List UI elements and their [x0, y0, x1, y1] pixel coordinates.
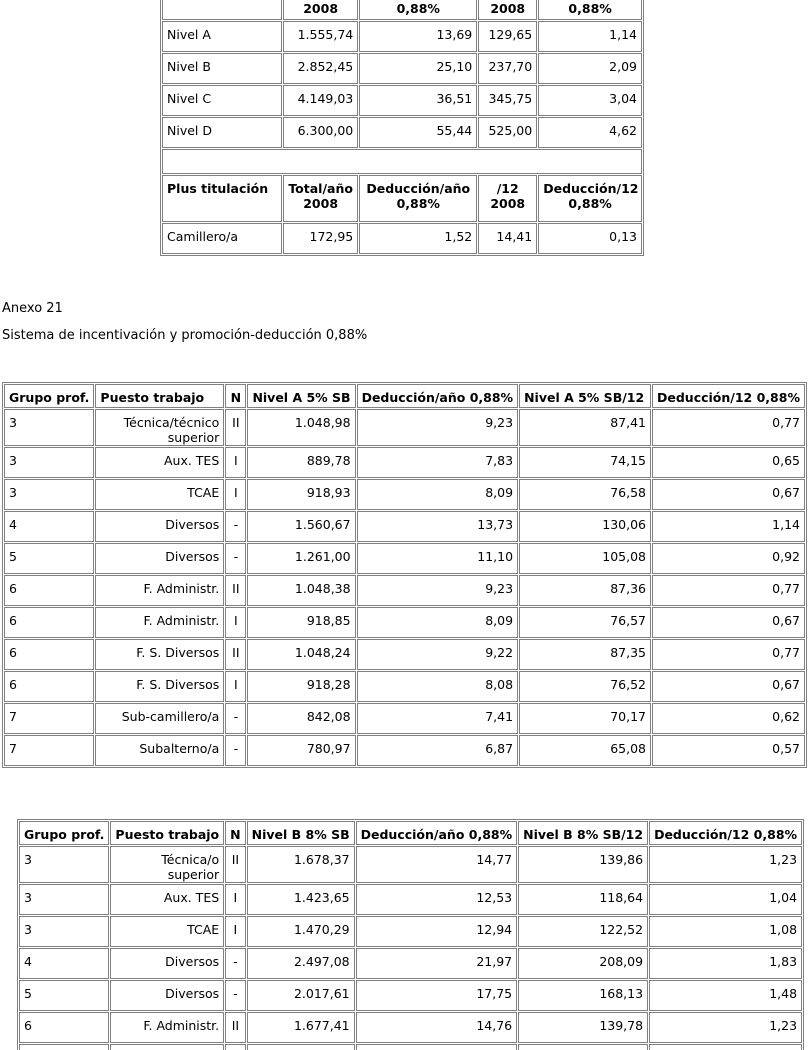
data-cell: II: [225, 1012, 245, 1043]
table-row: [19, 884, 802, 915]
data-cell: 1,52: [359, 223, 477, 254]
table-row: [19, 1044, 802, 1050]
data-cell: 129,65: [478, 21, 537, 52]
data-cell: 76,57: [519, 607, 651, 638]
nivel-b-header: [19, 821, 802, 845]
data-cell: 7: [4, 703, 94, 734]
table-row: [162, 21, 642, 52]
data-cell: Aux. TES: [110, 884, 224, 915]
header-cell: 0,88%: [359, 0, 477, 20]
data-cell: -: [225, 703, 246, 734]
data-cell: 122,52: [518, 916, 648, 947]
data-cell: II: [225, 846, 245, 883]
header-cell: 2008: [478, 0, 537, 20]
nivel-a-rows: [4, 409, 805, 766]
header-cell: Nivel A 5% SB/12: [519, 384, 651, 408]
data-cell: 12,94: [356, 916, 518, 947]
table-row: [4, 409, 805, 446]
data-cell: 76,58: [519, 479, 651, 510]
table-row: [162, 223, 642, 254]
data-cell: [225, 1044, 245, 1050]
data-cell: 6,87: [357, 735, 519, 766]
data-cell: 4,62: [538, 117, 642, 148]
plus-titulacion-header: [162, 175, 642, 222]
data-cell: 918,85: [247, 607, 355, 638]
data-cell: 918,93: [247, 479, 355, 510]
data-cell: [110, 1044, 224, 1050]
data-cell: [356, 1044, 518, 1050]
data-cell: F. Administr.: [110, 1012, 224, 1043]
data-cell: TCAE: [110, 916, 224, 947]
table-row: [19, 980, 802, 1011]
data-cell: 139,86: [518, 846, 648, 883]
data-cell: Nivel D: [162, 117, 282, 148]
header-cell: 2008: [283, 0, 358, 20]
data-cell: 1,23: [649, 1012, 802, 1043]
table-row: [4, 639, 805, 670]
table-row: [162, 85, 642, 116]
data-cell: 1,83: [649, 948, 802, 979]
data-cell: 9,22: [357, 639, 519, 670]
data-cell: I: [225, 607, 246, 638]
data-cell: II: [225, 575, 246, 606]
data-cell: 6: [4, 671, 94, 702]
data-cell: 3: [4, 409, 94, 446]
data-cell: 4: [4, 511, 94, 542]
data-cell: Nivel B: [162, 53, 282, 84]
annex-subtitle: Sistema de incentivación y promoción-deducción 0,88%: [2, 328, 368, 343]
data-cell: 3: [4, 479, 94, 510]
summary-clipped-header: [162, 0, 642, 20]
data-cell: 11,10: [357, 543, 519, 574]
data-cell: 1.423,65: [247, 884, 355, 915]
header-cell: /12 2008: [478, 175, 537, 222]
annex-title: Anexo 21: [2, 301, 63, 316]
data-cell: 0,62: [652, 703, 805, 734]
data-cell: 12,53: [356, 884, 518, 915]
data-cell: 65,08: [519, 735, 651, 766]
data-cell: Sub-camillero/a: [95, 703, 224, 734]
header-cell: Nivel A 5% SB: [247, 384, 355, 408]
header-cell: Plus titulación: [162, 175, 282, 222]
data-cell: I: [225, 671, 246, 702]
data-cell: 3,04: [538, 85, 642, 116]
data-cell: 0,65: [652, 447, 805, 478]
data-cell: 7,83: [357, 447, 519, 478]
data-cell: 4.149,03: [283, 85, 358, 116]
data-cell: 3: [4, 447, 94, 478]
data-cell: -: [225, 948, 245, 979]
data-cell: Diversos: [95, 511, 224, 542]
header-cell: Deducción/12 0,88%: [652, 384, 805, 408]
data-cell: 8,09: [357, 479, 519, 510]
data-cell: 55,44: [359, 117, 477, 148]
table-row: [19, 916, 802, 947]
table-row: [162, 0, 642, 20]
header-cell: N: [225, 821, 245, 845]
data-cell: Técnica/técnico superior: [95, 409, 224, 446]
header-cell: Deducción/año 0,88%: [359, 175, 477, 222]
data-cell: -: [225, 511, 246, 542]
data-cell: I: [225, 916, 245, 947]
data-cell: 8,09: [357, 607, 519, 638]
table-row: [4, 671, 805, 702]
data-cell: 2.852,45: [283, 53, 358, 84]
nivel-b-rows: [19, 846, 802, 1050]
plus-titulacion-rows: [162, 223, 642, 254]
table-row: [19, 948, 802, 979]
data-cell: 13,69: [359, 21, 477, 52]
nivel-b-table: [17, 819, 804, 1050]
data-cell: 0,57: [652, 735, 805, 766]
data-cell: 1.261,00: [247, 543, 355, 574]
data-cell: 9,23: [357, 575, 519, 606]
data-cell: 14,76: [356, 1012, 518, 1043]
data-cell: I: [225, 884, 245, 915]
data-cell: Diversos: [95, 543, 224, 574]
header-cell: Nivel B 8% SB/12: [518, 821, 648, 845]
table-row: [4, 447, 805, 478]
header-cell: Deducción/12 0,88%: [649, 821, 802, 845]
data-cell: 2,09: [538, 53, 642, 84]
header-cell: Grupo prof.: [4, 384, 94, 408]
table-row: [4, 384, 805, 408]
data-cell: 76,52: [519, 671, 651, 702]
data-cell: -: [225, 980, 245, 1011]
data-cell: 139,78: [518, 1012, 648, 1043]
data-cell: 9,23: [357, 409, 519, 446]
header-cell: Puesto trabajo: [110, 821, 224, 845]
nivel-b-table-container: [17, 819, 804, 1050]
data-cell: 1.470,29: [247, 916, 355, 947]
data-cell: 0,77: [652, 639, 805, 670]
data-cell: Nivel A: [162, 21, 282, 52]
data-cell: 36,51: [359, 85, 477, 116]
table-row: [4, 511, 805, 542]
data-cell: 5: [4, 543, 94, 574]
data-cell: 6: [4, 639, 94, 670]
data-cell: Subalterno/a: [95, 735, 224, 766]
data-cell: 168,13: [518, 980, 648, 1011]
data-cell: 345,75: [478, 85, 537, 116]
data-cell: 0,77: [652, 409, 805, 446]
data-cell: Aux. TES: [95, 447, 224, 478]
data-cell: 6: [4, 607, 94, 638]
data-cell: II: [225, 409, 246, 446]
data-cell: 1.678,37: [247, 846, 355, 883]
data-cell: 1,48: [649, 980, 802, 1011]
summary-nivel-rows: [162, 21, 642, 148]
data-cell: F. Administr.: [95, 575, 224, 606]
data-cell: 889,78: [247, 447, 355, 478]
data-cell: 87,36: [519, 575, 651, 606]
header-cell: Nivel B 8% SB: [247, 821, 355, 845]
data-cell: Diversos: [110, 948, 224, 979]
header-cell: N: [225, 384, 246, 408]
nivel-a-table-container: [2, 382, 807, 768]
data-cell: 8,08: [357, 671, 519, 702]
data-cell: TCAE: [95, 479, 224, 510]
header-cell: Puesto trabajo: [95, 384, 224, 408]
header-cell: Deducción/año 0,88%: [356, 821, 518, 845]
data-cell: 1.555,74: [283, 21, 358, 52]
data-cell: 172,95: [283, 223, 358, 254]
data-cell: 525,00: [478, 117, 537, 148]
data-cell: 0,92: [652, 543, 805, 574]
header-cell: Grupo prof.: [19, 821, 109, 845]
data-cell: 3: [19, 884, 109, 915]
data-cell: 17,75: [356, 980, 518, 1011]
data-cell: 1.048,24: [247, 639, 355, 670]
nivel-a-table: [2, 382, 807, 768]
data-cell: II: [225, 639, 246, 670]
table-row: [162, 53, 642, 84]
summary-table-container: [160, 0, 644, 256]
data-cell: 7,41: [357, 703, 519, 734]
data-cell: -: [225, 735, 246, 766]
data-cell: F. S. Diversos: [95, 639, 224, 670]
data-cell: 2.017,61: [247, 980, 355, 1011]
data-cell: Técnica/o superior: [110, 846, 224, 883]
data-cell: 0,67: [652, 671, 805, 702]
data-cell: 25,10: [359, 53, 477, 84]
data-cell: [649, 1044, 802, 1050]
data-cell: 0,67: [652, 607, 805, 638]
data-cell: 1,08: [649, 916, 802, 947]
data-cell: 7: [4, 735, 94, 766]
data-cell: 1,04: [649, 884, 802, 915]
table-row: [4, 703, 805, 734]
table-row: [4, 735, 805, 766]
data-cell: 3: [19, 846, 109, 883]
table-row: [4, 479, 805, 510]
data-cell: 13,73: [357, 511, 519, 542]
data-cell: I: [225, 479, 246, 510]
data-cell: 3: [19, 916, 109, 947]
data-cell: 5: [19, 980, 109, 1011]
data-cell: 780,97: [247, 735, 355, 766]
table-row: [4, 607, 805, 638]
header-cell: Deducción/año 0,88%: [357, 384, 519, 408]
spacer-row: [162, 149, 642, 174]
data-cell: [19, 1044, 109, 1050]
table-row: [162, 175, 642, 222]
data-cell: [518, 1044, 648, 1050]
data-cell: 1.677,41: [247, 1012, 355, 1043]
data-cell: 0,67: [652, 479, 805, 510]
data-cell: Camillero/a: [162, 223, 282, 254]
header-cell: [162, 0, 282, 20]
header-cell: Deducción/12 0,88%: [538, 175, 642, 222]
table-row: [4, 543, 805, 574]
header-cell: Total/año 2008: [283, 175, 358, 222]
data-cell: 208,09: [518, 948, 648, 979]
data-cell: 1.560,67: [247, 511, 355, 542]
data-cell: -: [225, 543, 246, 574]
data-cell: 4: [19, 948, 109, 979]
data-cell: 0,13: [538, 223, 642, 254]
data-cell: 87,41: [519, 409, 651, 446]
data-cell: 87,35: [519, 639, 651, 670]
data-cell: 118,64: [518, 884, 648, 915]
data-cell: Nivel C: [162, 85, 282, 116]
table-row: [19, 821, 802, 845]
data-cell: 1,14: [652, 511, 805, 542]
data-cell: [247, 1044, 355, 1050]
data-cell: F. S. Diversos: [95, 671, 224, 702]
table-row: [19, 1012, 802, 1043]
data-cell: 2.497,08: [247, 948, 355, 979]
data-cell: 6.300,00: [283, 117, 358, 148]
data-cell: 1.048,98: [247, 409, 355, 446]
table-row: [4, 575, 805, 606]
data-cell: 14,77: [356, 846, 518, 883]
data-cell: 14,41: [478, 223, 537, 254]
data-cell: 918,28: [247, 671, 355, 702]
data-cell: 1,23: [649, 846, 802, 883]
nivel-a-header: [4, 384, 805, 408]
data-cell: 74,15: [519, 447, 651, 478]
data-cell: 0,77: [652, 575, 805, 606]
data-cell: 6: [4, 575, 94, 606]
data-cell: F. Administr.: [95, 607, 224, 638]
summary-table: [160, 0, 644, 256]
data-cell: 21,97: [356, 948, 518, 979]
data-cell: 842,08: [247, 703, 355, 734]
table-row: [162, 117, 642, 148]
data-cell: 6: [19, 1012, 109, 1043]
data-cell: 1,14: [538, 21, 642, 52]
data-cell: 237,70: [478, 53, 537, 84]
table-row: [19, 846, 802, 883]
data-cell: 1.048,38: [247, 575, 355, 606]
data-cell: 70,17: [519, 703, 651, 734]
spacer-cell: [162, 149, 642, 174]
data-cell: I: [225, 447, 246, 478]
data-cell: Diversos: [110, 980, 224, 1011]
data-cell: 130,06: [519, 511, 651, 542]
data-cell: 105,08: [519, 543, 651, 574]
header-cell: 0,88%: [538, 0, 642, 20]
